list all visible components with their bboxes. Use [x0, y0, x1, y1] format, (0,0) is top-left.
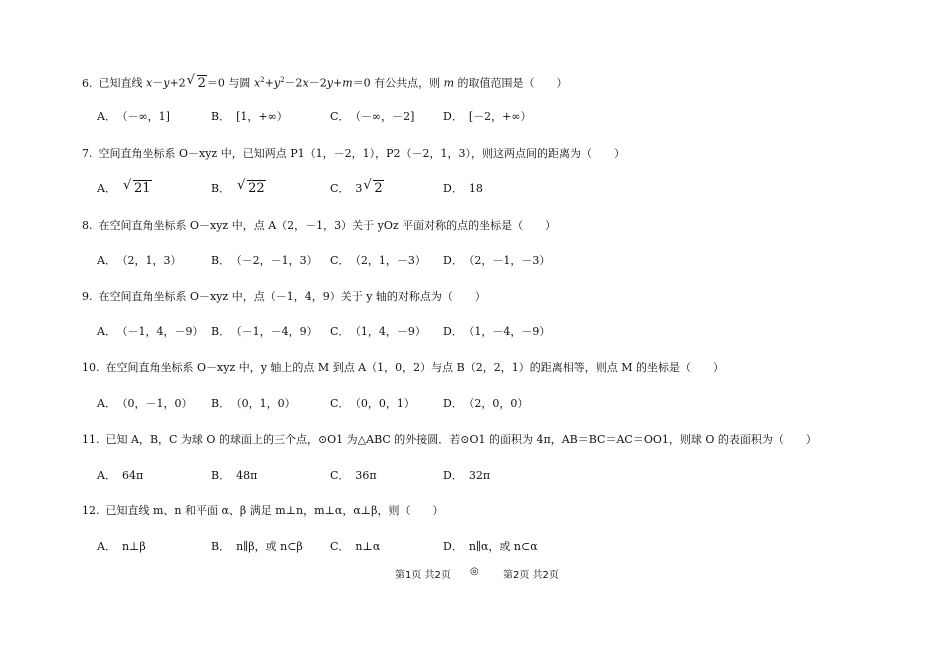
var-y: y — [273, 76, 281, 90]
option-c[interactable] — [330, 325, 426, 339]
option-b[interactable] — [211, 397, 296, 411]
question-7 — [82, 147, 625, 161]
option-text: 36π — [355, 469, 377, 482]
question-number: 11. — [82, 433, 100, 446]
option-letter: A． — [97, 325, 116, 338]
option-text: n⊥β — [121, 540, 146, 553]
question-number: 12. — [82, 504, 100, 517]
question-number: 9. — [82, 290, 93, 303]
option-text: （1，－4，－9） — [468, 325, 551, 338]
option-letter: D． — [443, 469, 463, 482]
option-a[interactable] — [97, 325, 203, 339]
sqrt-expression: √ 21 — [122, 178, 151, 196]
option-letter: B． — [211, 469, 231, 482]
question-text: + — [332, 76, 343, 90]
option-b[interactable] — [211, 325, 318, 339]
question-8 — [82, 219, 556, 233]
option-d[interactable] — [443, 325, 550, 339]
option-text: n⊥α — [355, 540, 381, 553]
option-letter: D． — [443, 397, 463, 410]
option-a[interactable] — [97, 254, 181, 268]
question-text: + — [264, 76, 274, 90]
option-b[interactable] — [211, 110, 288, 124]
option-letter: A． — [97, 540, 116, 553]
var-x: x — [253, 76, 261, 90]
question-text: 空间直角坐标系 O－xyz 中，已知两点 P1（1，－2，1），P2（－2，1，3），则这两点间的距离为（ ） — [98, 147, 626, 160]
superscript: 2 — [280, 76, 285, 84]
question-text: 的取值范围是（ ） — [454, 76, 568, 90]
options-12 — [97, 540, 737, 554]
option-letter: A． — [97, 397, 116, 410]
option-letter: C． — [330, 540, 350, 553]
question-text: 已知 A，B，C 为球 O 的球面上的三个点，⊙O1 为△ABC 的外接圆．若⊙O1 的面积为 4π，AB＝BC＝AC＝OO1，则球 O 的表面积为（ ） — [105, 433, 817, 446]
options-8 — [97, 254, 737, 268]
option-c[interactable] — [330, 540, 380, 554]
option-d[interactable] — [443, 110, 532, 124]
var-y: y — [326, 76, 333, 90]
question-number: 8. — [82, 219, 93, 232]
footer-page-left: 第1页 共2页 — [395, 570, 451, 581]
var-y: y — [163, 76, 170, 90]
var-x: x — [146, 76, 153, 90]
question-text: －2 — [284, 76, 303, 90]
option-text: n∥β，或 n⊂β — [236, 540, 303, 553]
option-letter: C． — [330, 469, 350, 482]
question-text: +2 — [169, 76, 186, 90]
option-text: （1，4，－9） — [355, 325, 426, 338]
option-letter: B． — [211, 540, 231, 553]
question-text: 在空间直角坐标系 O－xyz 中，y 轴上的点 M 到点 A（1，0，2）与点 B（2，2，1）的距离相等，则点 M 的坐标是（ ） — [105, 361, 724, 374]
footer-page-right: 第2页 共2页 — [503, 570, 559, 581]
option-text: （2，1，3） — [121, 254, 182, 267]
option-text: [－2，+∞） — [468, 110, 532, 123]
option-a[interactable] — [97, 178, 152, 196]
option-letter: C． — [330, 182, 350, 195]
radicand: 2 — [374, 181, 383, 196]
question-text: 在空间直角坐标系 O－xyz 中，点（－1，4，9）关于 y 轴的对称点为（ ） — [98, 290, 486, 303]
option-letter: D． — [443, 254, 463, 267]
option-b[interactable] — [211, 254, 318, 268]
option-c[interactable] — [330, 469, 377, 483]
option-letter: A． — [97, 254, 116, 267]
question-text: 已知直线 m、n 和平面 α、β 满足 m⊥n，m⊥α，α⊥β，则（ ） — [105, 504, 444, 517]
sqrt-expression: √ 2 — [363, 178, 383, 196]
sqrt-expression: √ 2 — [186, 72, 206, 91]
question-11 — [82, 433, 817, 447]
footer-separator-icon: ◎ — [470, 566, 479, 577]
question-text: －2 — [308, 76, 327, 90]
options-6 — [97, 110, 737, 124]
option-text: （0，0，1） — [355, 397, 415, 410]
option-text: （－2，－1，3） — [236, 254, 318, 267]
question-12 — [82, 504, 443, 518]
question-text: ＝0 有公共点，则 — [352, 76, 444, 90]
option-letter: B． — [211, 110, 231, 123]
question-number: 10. — [82, 361, 100, 374]
question-9 — [82, 290, 486, 304]
options-11 — [97, 469, 737, 483]
option-text: （2，0，0） — [468, 397, 529, 410]
option-text: n∥α，或 n⊂α — [468, 540, 538, 553]
option-a[interactable] — [97, 397, 192, 411]
option-c[interactable] — [330, 110, 414, 124]
options-7 — [97, 178, 737, 196]
sqrt-expression: √ 22 — [237, 178, 265, 196]
option-text: （－∞，－2] — [355, 110, 415, 123]
option-a[interactable] — [97, 540, 146, 554]
question-10 — [82, 361, 724, 375]
question-text: － — [152, 76, 164, 90]
option-letter: C． — [330, 325, 350, 338]
question-number: 7. — [82, 147, 93, 160]
option-text: 18 — [468, 182, 483, 195]
var-x: x — [302, 76, 309, 90]
option-letter: D． — [443, 182, 463, 195]
option-letter: B． — [211, 182, 231, 195]
question-number: 6. — [82, 76, 93, 90]
radicand: 22 — [248, 181, 265, 196]
option-text: （2，－1，－3） — [468, 254, 551, 267]
option-letter: B． — [211, 254, 231, 267]
option-a[interactable] — [97, 110, 170, 124]
options-10 — [97, 397, 737, 411]
option-text: （－1，－4，9） — [236, 325, 318, 338]
option-letter: B． — [211, 325, 231, 338]
option-a[interactable] — [97, 469, 143, 483]
option-c[interactable] — [330, 178, 384, 196]
option-letter: B． — [211, 397, 231, 410]
question-text: 在空间直角坐标系 O－xyz 中，点 A（2，－1，3）关于 yOz 平面对称的点的坐标是（ ） — [98, 219, 557, 232]
question-6 — [82, 73, 568, 91]
var-m: m — [443, 76, 455, 90]
radicand: 2 — [197, 75, 206, 91]
option-letter: A． — [97, 182, 116, 195]
option-text: [1，+∞） — [236, 110, 288, 123]
option-d[interactable] — [443, 540, 538, 554]
superscript: 2 — [260, 76, 265, 84]
option-letter: C． — [330, 110, 350, 123]
option-text: 32π — [468, 469, 491, 482]
option-text: （－1，4，－9） — [121, 325, 204, 338]
option-d[interactable] — [443, 182, 483, 196]
option-d[interactable] — [443, 469, 490, 483]
option-text: （2，1，－3） — [355, 254, 426, 267]
option-d[interactable] — [443, 254, 550, 268]
option-letter: C． — [330, 254, 350, 267]
option-letter: D． — [443, 325, 463, 338]
option-text: （0，－1，0） — [121, 397, 193, 410]
radicand: 21 — [133, 181, 151, 196]
option-b[interactable] — [211, 540, 303, 554]
option-letter: A． — [97, 469, 116, 482]
option-c[interactable] — [330, 397, 415, 411]
option-letter: A． — [97, 110, 116, 123]
question-text: 已知直线 — [98, 76, 146, 90]
option-b[interactable] — [211, 178, 266, 196]
option-text: （－∞，1] — [121, 110, 170, 123]
option-text: 3 — [355, 182, 363, 195]
options-9 — [97, 325, 737, 339]
option-letter: C． — [330, 397, 350, 410]
option-c[interactable] — [330, 254, 426, 268]
option-letter: D． — [443, 110, 463, 123]
option-text: 48π — [236, 469, 258, 482]
option-b[interactable] — [211, 469, 257, 483]
option-letter: D． — [443, 540, 463, 553]
var-m: m — [342, 76, 353, 90]
question-text: ＝0 与圆 — [206, 76, 254, 90]
option-text: （0，1，0） — [236, 397, 296, 410]
option-d[interactable] — [443, 397, 528, 411]
option-text: 64π — [121, 469, 144, 482]
